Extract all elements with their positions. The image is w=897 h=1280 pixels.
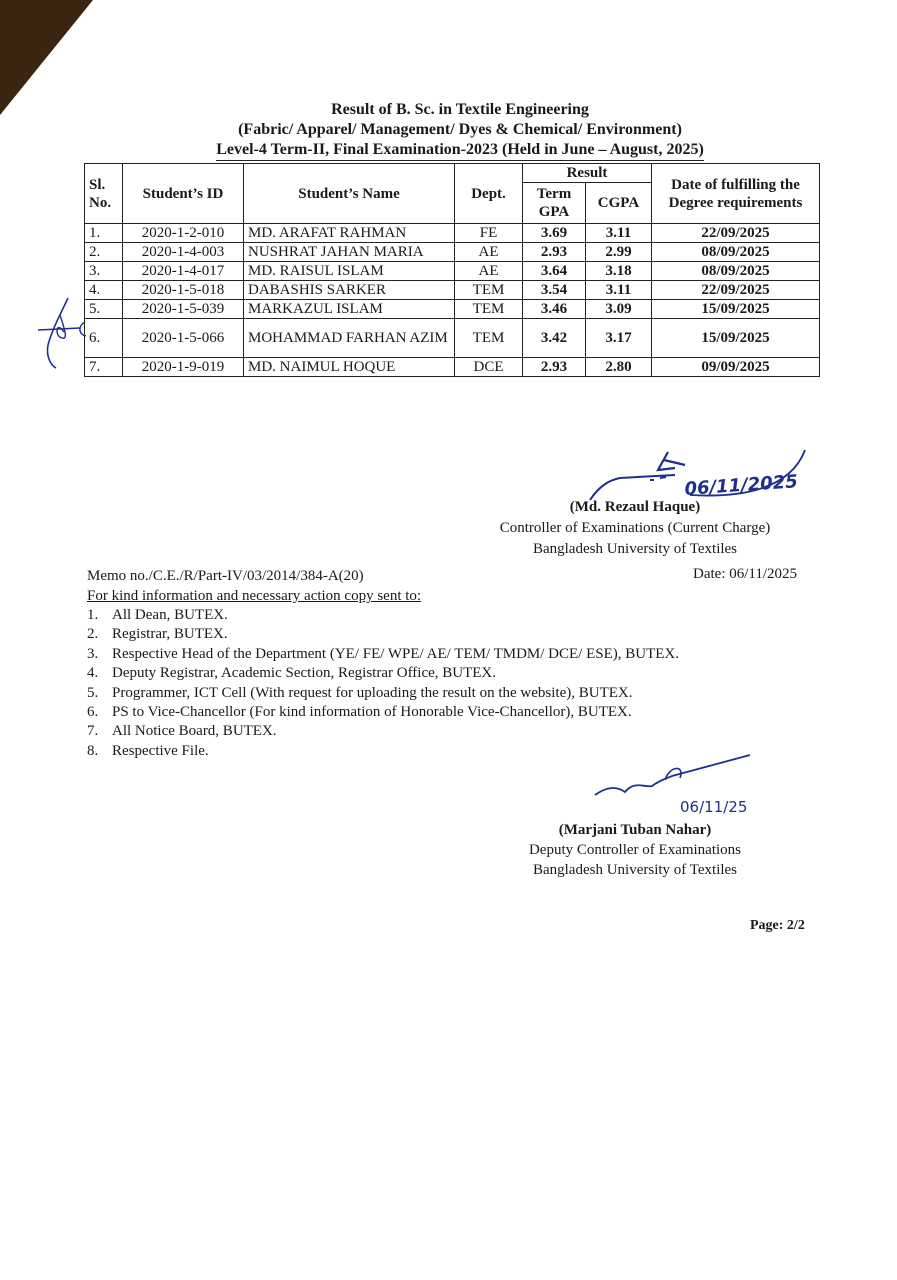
list-item	[87, 625, 679, 644]
header-cgpa: CGPA	[586, 183, 652, 224]
cell-student-name: MARKAZUL ISLAM	[244, 300, 455, 319]
header-date-fulfilling: Date of fulfilling the Degree requirements	[652, 164, 820, 224]
cell-cgpa: 3.18	[586, 262, 652, 281]
cell-student-id: 2020-1-4-017	[123, 262, 244, 281]
cell-student-name: MD. RAISUL ISLAM	[244, 262, 455, 281]
table-row	[85, 243, 820, 262]
list-item-text: Respective File.	[112, 742, 209, 759]
deputy-controller-institution: Bangladesh University of Textiles	[532, 862, 738, 878]
cell-date: 15/09/2025	[652, 319, 820, 358]
controller-institution: Bangladesh University of Textiles	[532, 541, 738, 557]
list-item-text: Programmer, ICT Cell (With request for uploading the result on the website), BUTEX.	[112, 684, 633, 701]
list-item-number: 1.	[87, 607, 99, 623]
memo-date: Date: 06/11/2025	[693, 566, 798, 582]
controller-signatory	[470, 497, 800, 560]
list-item-number: 2.	[87, 626, 99, 643]
cell-student-id: 2020-1-5-018	[123, 281, 244, 300]
deputy-controller-signature	[580, 750, 760, 825]
deputy-controller-designation: Deputy Controller of Examinations	[528, 842, 742, 858]
cell-term-gpa: 3.46	[523, 300, 586, 319]
cell-student-id: 2020-1-2-010	[123, 224, 244, 243]
cell-date: 08/09/2025	[652, 262, 820, 281]
cell-student-id: 2020-1-9-019	[123, 358, 244, 377]
cell-date: 15/09/2025	[652, 300, 820, 319]
list-item	[87, 703, 679, 722]
list-item-number: 7.	[87, 723, 99, 740]
document-title	[160, 100, 760, 161]
list-item	[87, 722, 679, 741]
cell-sl-no: 6.	[85, 319, 123, 358]
cell-term-gpa: 3.69	[523, 224, 586, 243]
list-item	[87, 684, 679, 703]
controller-name: (Md. Rezaul Haque)	[569, 499, 701, 515]
cell-date: 09/09/2025	[652, 358, 820, 377]
cell-dept: TEM	[455, 300, 523, 319]
cell-sl-no: 3.	[85, 262, 123, 281]
table-row	[85, 300, 820, 319]
cell-dept: TEM	[455, 319, 523, 358]
header-term-gpa: Term GPA	[523, 183, 586, 224]
cell-sl-no: 5.	[85, 300, 123, 319]
cell-term-gpa: 2.93	[523, 358, 586, 377]
cell-cgpa: 3.17	[586, 319, 652, 358]
cell-cgpa: 2.80	[586, 358, 652, 377]
list-item-number: 3.	[87, 645, 99, 662]
cell-term-gpa: 3.64	[523, 262, 586, 281]
table-row	[85, 262, 820, 281]
cell-dept: FE	[455, 224, 523, 243]
cell-dept: AE	[455, 262, 523, 281]
list-item-number: 8.	[87, 742, 99, 759]
deputy-controller-name: (Marjani Tuban Nahar)	[558, 822, 712, 838]
header-student-name: Student’s Name	[244, 164, 455, 224]
header-sl-no: Sl. No.	[85, 164, 123, 224]
header-student-id: Student’s ID	[123, 164, 244, 224]
cell-student-name: MOHAMMAD FARHAN AZIM	[244, 319, 455, 358]
background-corner	[0, 0, 100, 120]
header-dept: Dept.	[455, 164, 523, 224]
cell-student-name: DABASHIS SARKER	[244, 281, 455, 300]
cell-student-name: MD. NAIMUL HOQUE	[244, 358, 455, 377]
list-item-text: Respective Head of the Department (YE/ FE/ WPE/ AE/ TEM/ TMDM/ DCE/ ESE), BUTEX.	[112, 645, 680, 662]
list-item	[87, 664, 679, 683]
table-row	[85, 358, 820, 377]
list-item	[87, 606, 679, 625]
list-item-text: PS to Vice-Chancellor (For kind information of Honorable Vice-Chancellor), BUTEX.	[112, 704, 632, 721]
table-row	[85, 281, 820, 300]
cell-cgpa: 3.09	[586, 300, 652, 319]
list-item-number: 6.	[87, 704, 99, 721]
cell-dept: TEM	[455, 281, 523, 300]
page-number: Page: 2/2	[750, 918, 805, 933]
cell-date: 08/09/2025	[652, 243, 820, 262]
list-item	[87, 645, 679, 664]
deputy-signature-date: 06/11/25	[680, 798, 748, 816]
initials-signature	[30, 290, 90, 370]
deputy-controller-signatory	[490, 820, 780, 880]
list-item-number: 4.	[87, 665, 99, 682]
cell-dept: AE	[455, 243, 523, 262]
cell-student-id: 2020-1-5-066	[123, 319, 244, 358]
cell-term-gpa: 3.42	[523, 319, 586, 358]
list-item-text: Registrar, BUTEX.	[112, 626, 228, 643]
table-row	[85, 319, 820, 358]
cell-student-name: NUSHRAT JAHAN MARIA	[244, 243, 455, 262]
cell-student-id: 2020-1-5-039	[123, 300, 244, 319]
cell-dept: DCE	[455, 358, 523, 377]
cell-cgpa: 3.11	[586, 281, 652, 300]
cell-term-gpa: 3.54	[523, 281, 586, 300]
title-line-1: Result of B. Sc. in Textile Engineering	[331, 101, 589, 118]
table-row	[85, 224, 820, 243]
cell-date: 22/09/2025	[652, 281, 820, 300]
distribution-list	[87, 606, 679, 761]
cell-date: 22/09/2025	[652, 224, 820, 243]
cell-cgpa: 3.11	[586, 224, 652, 243]
cell-term-gpa: 2.93	[523, 243, 586, 262]
header-result: Result	[523, 164, 652, 183]
title-line-3: Level-4 Term-II, Final Examination-2023 (Held in June – August, 2025)	[216, 140, 704, 161]
cell-student-id: 2020-1-4-003	[123, 243, 244, 262]
list-item-text: All Dean, BUTEX.	[112, 607, 228, 623]
cell-cgpa: 2.99	[586, 243, 652, 262]
cell-sl-no: 2.	[85, 243, 123, 262]
distribution-heading: For kind information and necessary action copy sent to:	[87, 588, 422, 604]
title-line-2: (Fabric/ Apparel/ Management/ Dyes & Chemical/ Environment)	[238, 121, 682, 138]
list-item-text: All Notice Board, BUTEX.	[112, 723, 277, 740]
results-table	[84, 163, 820, 377]
cell-sl-no: 1.	[85, 224, 123, 243]
cell-sl-no: 4.	[85, 281, 123, 300]
controller-designation: Controller of Examinations (Current Charge)	[499, 520, 771, 536]
cell-sl-no: 7.	[85, 358, 123, 377]
list-item-text: Deputy Registrar, Academic Section, Registrar Office, BUTEX.	[112, 665, 497, 682]
cell-student-name: MD. ARAFAT RAHMAN	[244, 224, 455, 243]
controller-signature-date: 06/11/2025	[683, 471, 799, 500]
memo-number: Memo no./C.E./R/Part-IV/03/2014/384-A(20)	[87, 568, 364, 584]
list-item-number: 5.	[87, 684, 99, 701]
